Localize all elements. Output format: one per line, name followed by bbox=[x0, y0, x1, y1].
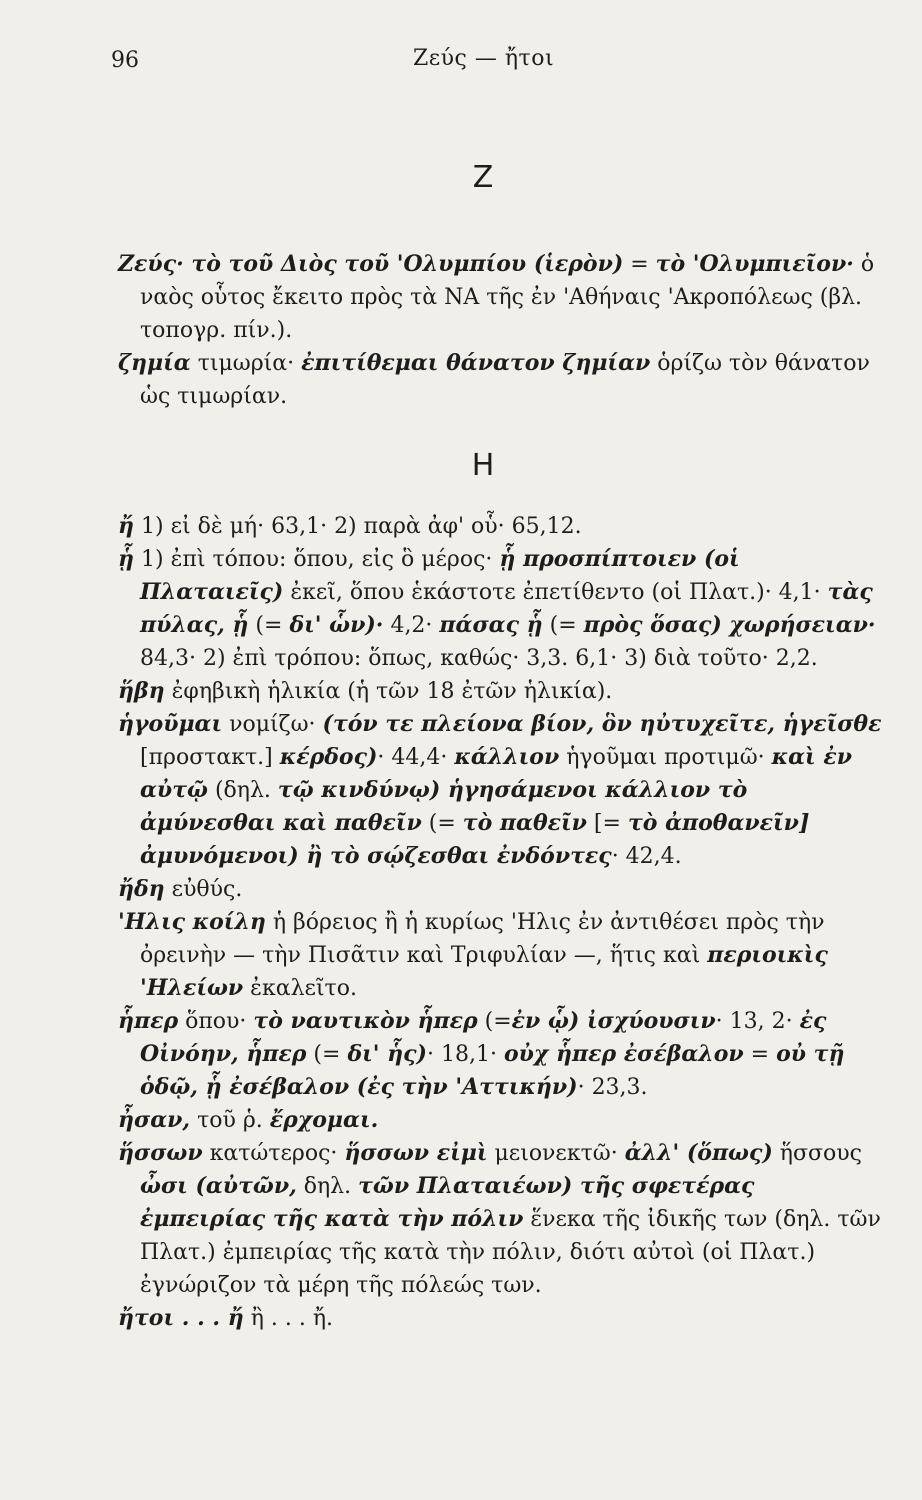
entry-greek-term: ὦσι (αὐτῶν, bbox=[140, 1173, 297, 1199]
entry-greek-term: 'Ηλις κοίλη bbox=[118, 909, 266, 935]
entry-greek-term: ᾗ bbox=[118, 546, 134, 572]
entry-text: ἢ . . . ἤ. bbox=[243, 1306, 334, 1331]
entry-text: · 42,4. bbox=[611, 844, 682, 869]
entry-greek-term: ἡγοῦμαι bbox=[118, 711, 223, 737]
entry-text: 84,3· 2) ἐπὶ τρόπου: ὅπως, καθώς· 3,3. 6,1· 3) διὰ τοῦτο· 2,2. bbox=[140, 646, 818, 671]
dictionary-entry bbox=[118, 1137, 884, 1302]
entry-text: (δηλ. bbox=[207, 778, 278, 803]
entry-greek-term: Ζεύς· τὸ τοῦ Διὸς τοῦ 'Ολυμπίου (ἱερὸν) bbox=[118, 251, 624, 277]
entry-greek-term: κάλλιον bbox=[454, 744, 560, 770]
entry-text: ἥσσους bbox=[772, 1141, 862, 1166]
entry-greek-term: ἤτοι . . . ἤ bbox=[118, 1305, 244, 1331]
dictionary-entry bbox=[118, 248, 884, 347]
entry-greek-term: ἦσαν, bbox=[118, 1107, 191, 1133]
entry-greek-term: ἥβη bbox=[118, 678, 165, 704]
page-number: 96 bbox=[111, 48, 139, 73]
entry-text: ἐκαλεῖτο. bbox=[243, 976, 357, 1001]
entry-text: 1) εἰ δὲ μή· 63,1· 2) παρὰ ἀφ' οὗ· 65,12. bbox=[134, 514, 582, 539]
entry-greek-term: ᾗ προσπίπτοιεν (οἱ Πλαταιεῖς) bbox=[140, 546, 740, 605]
dictionary-entry bbox=[118, 543, 884, 675]
dictionary-entry bbox=[118, 510, 884, 543]
entry-greek-term: ἧπερ bbox=[118, 1008, 179, 1034]
entry-text: δηλ. bbox=[296, 1174, 359, 1199]
entry-text: = bbox=[743, 1042, 777, 1067]
dictionary-entry bbox=[118, 1005, 884, 1104]
entry-greek-term: δι' ἧς) bbox=[347, 1041, 427, 1067]
entry-text: νομίζω· bbox=[222, 712, 323, 737]
entry-text: ὁ ναὸς οὗτος ἔκειτο πρὸς τὰ ΝΑ τῆς ἐν 'Αθήναις 'Ακροπόλεως (βλ. τοπογρ. πίν.). bbox=[140, 252, 875, 343]
section-letter-z: Ζ bbox=[472, 160, 494, 195]
entry-greek-term: οὐ τῇ ὁδῷ, ᾗ ἐσέβαλον (ἐς τὴν 'Αττικήν) bbox=[140, 1041, 845, 1100]
entry-greek-term: ἤ bbox=[118, 513, 134, 539]
entry-greek-term: ἐν ᾧ) ἰσχύουσιν bbox=[511, 1008, 716, 1034]
entry-text: [= bbox=[586, 811, 628, 836]
entry-text: τιμωρία· bbox=[190, 351, 302, 376]
entry-greek-term: δι' ὧν)· bbox=[289, 612, 384, 638]
entry-text: ἐφηβικὴ ἡλικία (ἡ τῶν 18 ἐτῶν ἡλικία). bbox=[164, 679, 613, 704]
dictionary-entry bbox=[118, 906, 884, 1005]
section-z-entries bbox=[118, 248, 884, 413]
dictionary-entry bbox=[118, 675, 884, 708]
entry-greek-term: ἤδη bbox=[118, 876, 165, 902]
entry-greek-term: ἥσσων εἰμὶ bbox=[344, 1140, 488, 1166]
entry-text: = bbox=[623, 252, 656, 277]
section-h-entries bbox=[118, 510, 884, 1335]
entry-text: ὁρίζω τὸν θάνατον ὡς τιμωρίαν. bbox=[140, 351, 870, 409]
entry-greek-term: τῷ κινδύνῳ) ἡγησάμενοι κάλλιον τὸ ἀμύνεσθαι καὶ παθεῖν bbox=[140, 777, 748, 836]
entry-greek-term: τὸ παθεῖν bbox=[462, 810, 587, 836]
entry-text: · 13, 2· bbox=[715, 1009, 800, 1034]
dictionary-entry bbox=[118, 347, 884, 413]
entry-greek-term: τὸ 'Ολυμπιεῖον· bbox=[655, 251, 854, 277]
entry-greek-term: κέρδος) bbox=[279, 744, 378, 770]
entry-text: τοῦ ῥ. bbox=[190, 1108, 270, 1133]
entry-greek-term: ζημία bbox=[118, 350, 191, 376]
entry-text: ὅπου· bbox=[178, 1009, 254, 1034]
section-letter-h: Η bbox=[471, 448, 495, 483]
entry-greek-term: τῶν Πλαταιέων) τῆς σφετέρας ἐμπειρίας τῆς κατὰ τὴν πόλιν bbox=[140, 1173, 755, 1232]
entry-text: 1) ἐπὶ τόπου: ὅπου, εἰς ὃ μέρος· bbox=[134, 547, 500, 572]
entry-text: εὐθύς. bbox=[164, 877, 243, 902]
entry-text: · 23,3. bbox=[577, 1075, 648, 1100]
dictionary-entry bbox=[118, 1104, 884, 1137]
entry-text: κατώτερος· bbox=[202, 1141, 345, 1166]
entry-greek-term: περιοικὶς 'Ηλείων bbox=[140, 942, 828, 1001]
entry-greek-term: πρὸς ὅσας) χωρήσειαν· bbox=[583, 612, 876, 638]
entry-text: ἡγοῦμαι προτιμῶ· bbox=[559, 745, 772, 770]
entry-greek-term: τὸ ἀποθανεῖν] ἀμυνόμενοι) ἢ τὸ σῴζεσθαι ἐνδόντες bbox=[140, 810, 810, 869]
entry-text: (= bbox=[421, 811, 463, 836]
entry-greek-term: οὐχ ἧπερ ἐσέβαλον bbox=[503, 1041, 744, 1067]
entry-greek-term: καὶ ἐν αὐτῷ bbox=[140, 744, 852, 803]
dictionary-entry bbox=[118, 708, 884, 873]
entry-greek-term: ἐπιτίθεμαι θάνατον ζημίαν bbox=[301, 350, 651, 376]
running-head: Ζεύς — ἤτοι bbox=[413, 46, 555, 71]
entry-text: 4,2· bbox=[383, 613, 440, 638]
entry-text: ἡ βόρειος ἢ ἡ κυρίως 'Ηλις ἐν ἀντιθέσει πρὸς τὴν ὀρεινὴν — τὴν Πισᾶτιν καὶ Τριφυλίαν —, ἥτις καὶ bbox=[140, 910, 825, 968]
entry-text: · 18,1· bbox=[426, 1042, 504, 1067]
entry-text: (= bbox=[477, 1009, 512, 1034]
entry-greek-term: ἐς Οἰνόην, ἧπερ bbox=[140, 1008, 827, 1067]
entry-text: (= bbox=[248, 613, 290, 638]
dictionary-entry bbox=[118, 1302, 884, 1335]
entry-greek-term: ἔρχομαι. bbox=[269, 1107, 379, 1133]
entry-text: μειονεκτῶ· bbox=[487, 1141, 625, 1166]
entry-text: (= bbox=[542, 613, 584, 638]
entry-text: (= bbox=[306, 1042, 348, 1067]
entry-greek-term: ἀλλ' (ὅπως) bbox=[624, 1140, 773, 1166]
entry-text: ἕνεκα τῆς ἰδικῆς των (δηλ. τῶν Πλατ.) ἐμπειρίας τῆς κατὰ τὴν πόλιν, διότι αὐτοὶ (οἱ Πλατ.) ἐγνώριζον τὰ μέρη τῆς πόλεώς των. bbox=[140, 1207, 881, 1298]
dictionary-entry bbox=[118, 873, 884, 906]
entry-greek-term: ἥσσων bbox=[118, 1140, 203, 1166]
entry-text: ἐκεῖ, ὅπου ἑκάστοτε ἐπετίθεντο (οἱ Πλατ.)· 4,1· bbox=[283, 580, 828, 605]
entry-text: · 44,4· bbox=[377, 745, 455, 770]
entry-greek-term: τὰς πύλας, ᾗ bbox=[140, 579, 873, 638]
entry-greek-term: τὸ ναυτικὸν ἧπερ bbox=[253, 1008, 478, 1034]
entry-greek-term: πάσας ᾗ bbox=[439, 612, 543, 638]
entry-greek-term: (τόν τε πλείονα βίον, ὃν ηὐτυχεῖτε, ἡγεῖσθε bbox=[322, 711, 882, 737]
entry-text: [προστακτ.] bbox=[140, 745, 280, 770]
